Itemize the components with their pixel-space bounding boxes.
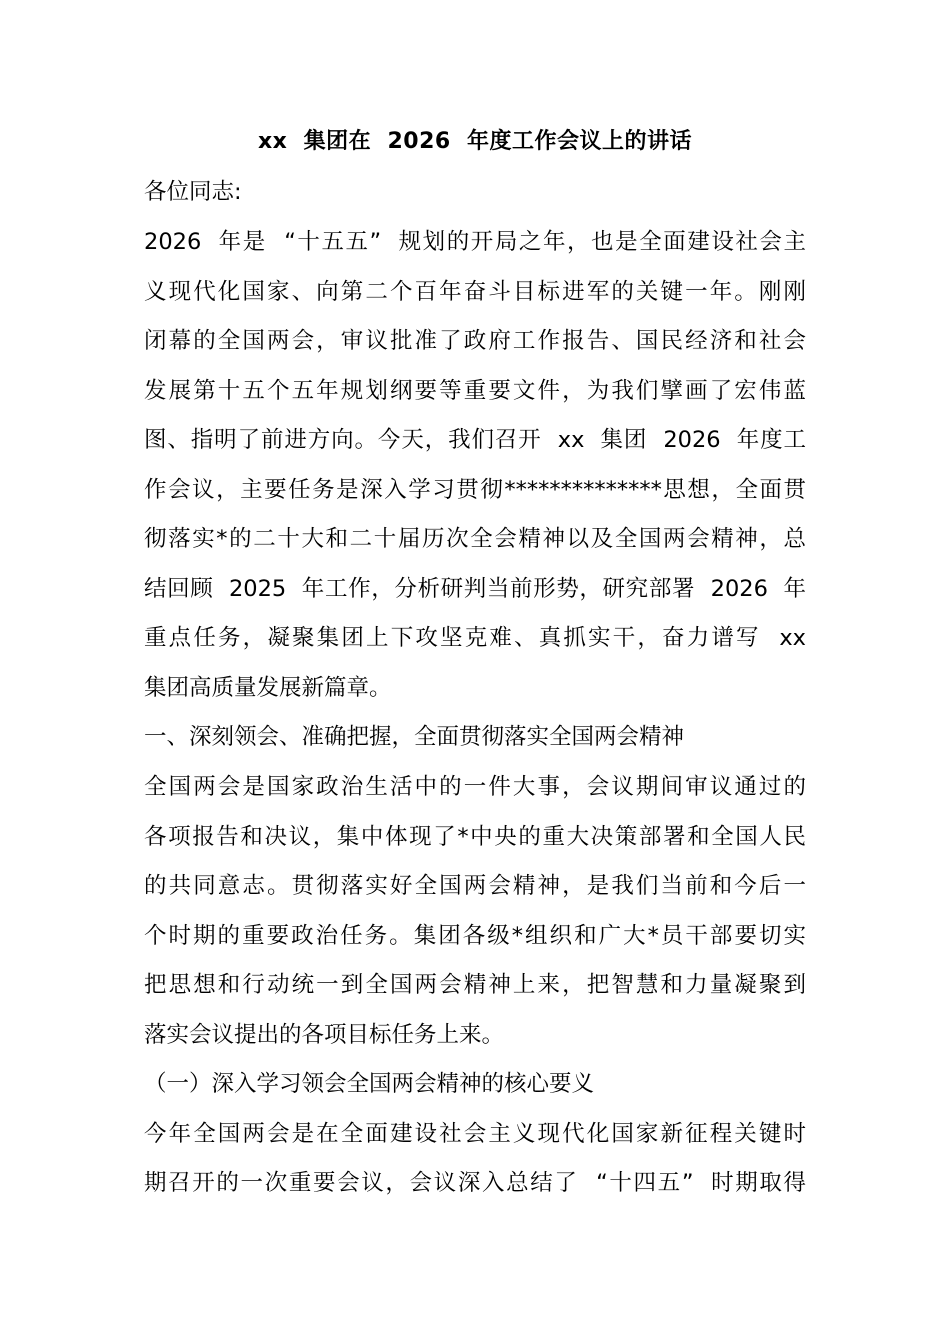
subsection-heading: （一）深入学习领会全国两会精神的核心要义 <box>144 1071 595 1097</box>
paragraph-line: 义现代化国家、向第二个百年奋斗目标进军的关键一年。刚刚 <box>144 279 806 305</box>
document-title: xx 集团在 2026 年度工作会议上的讲话 <box>257 129 693 154</box>
paragraph-line: 结回顾 2025 年工作，分析研判当前形势，研究部署 2026 年 <box>144 576 806 602</box>
paragraph-line: 彻落实*的二十大和二十届历次全会精神以及全国两会精神，总 <box>144 526 806 552</box>
salutation: 各位同志: <box>144 179 242 205</box>
paragraph-line: 各项报告和决议，集中体现了*中央的重大决策部署和全国人民 <box>144 824 806 850</box>
paragraph-line: 闭幕的全国两会，审议批准了政府工作报告、国民经济和社会 <box>144 328 806 354</box>
paragraph-line: 重点任务，凝聚集团上下攻坚克难、真抓实干，奋力谱写 xx <box>144 625 806 651</box>
paragraph-line: 的共同意志。贯彻落实好全国两会精神，是我们当前和今后一 <box>144 873 806 899</box>
paragraph-line: 落实会议提出的各项目标任务上来。 <box>144 1022 505 1048</box>
paragraph-line: 2026 年是 “十五五” 规划的开局之年，也是全面建设社会主 <box>144 229 806 255</box>
paragraph-line: 集团高质量发展新篇章。 <box>144 675 392 701</box>
paragraph-line: 图、指明了前进方向。今天，我们召开 xx 集团 2026 年度工 <box>144 427 806 453</box>
paragraph-line: 发展第十五个五年规划纲要等重要文件，为我们擘画了宏伟蓝 <box>144 378 806 404</box>
paragraph-line: 作会议，主要任务是深入学习贯彻**************思想，全面贯 <box>144 477 806 503</box>
paragraph-line: 个时期的重要政治任务。集团各级*组织和广大*员干部要切实 <box>144 923 806 949</box>
paragraph-line: 今年全国两会是在全面建设社会主义现代化国家新征程关键时 <box>144 1121 806 1147</box>
paragraph-line: 全国两会是国家政治生活中的一件大事，会议期间审议通过的 <box>144 774 806 800</box>
section-heading: 一、深刻领会、准确把握，全面贯彻落实全国两会精神 <box>144 724 685 750</box>
paragraph-line: 期召开的一次重要会议，会议深入总结了 “十四五” 时期取得 <box>144 1170 806 1196</box>
paragraph-line: 把思想和行动统一到全国两会精神上来，把智慧和力量凝聚到 <box>144 972 806 998</box>
